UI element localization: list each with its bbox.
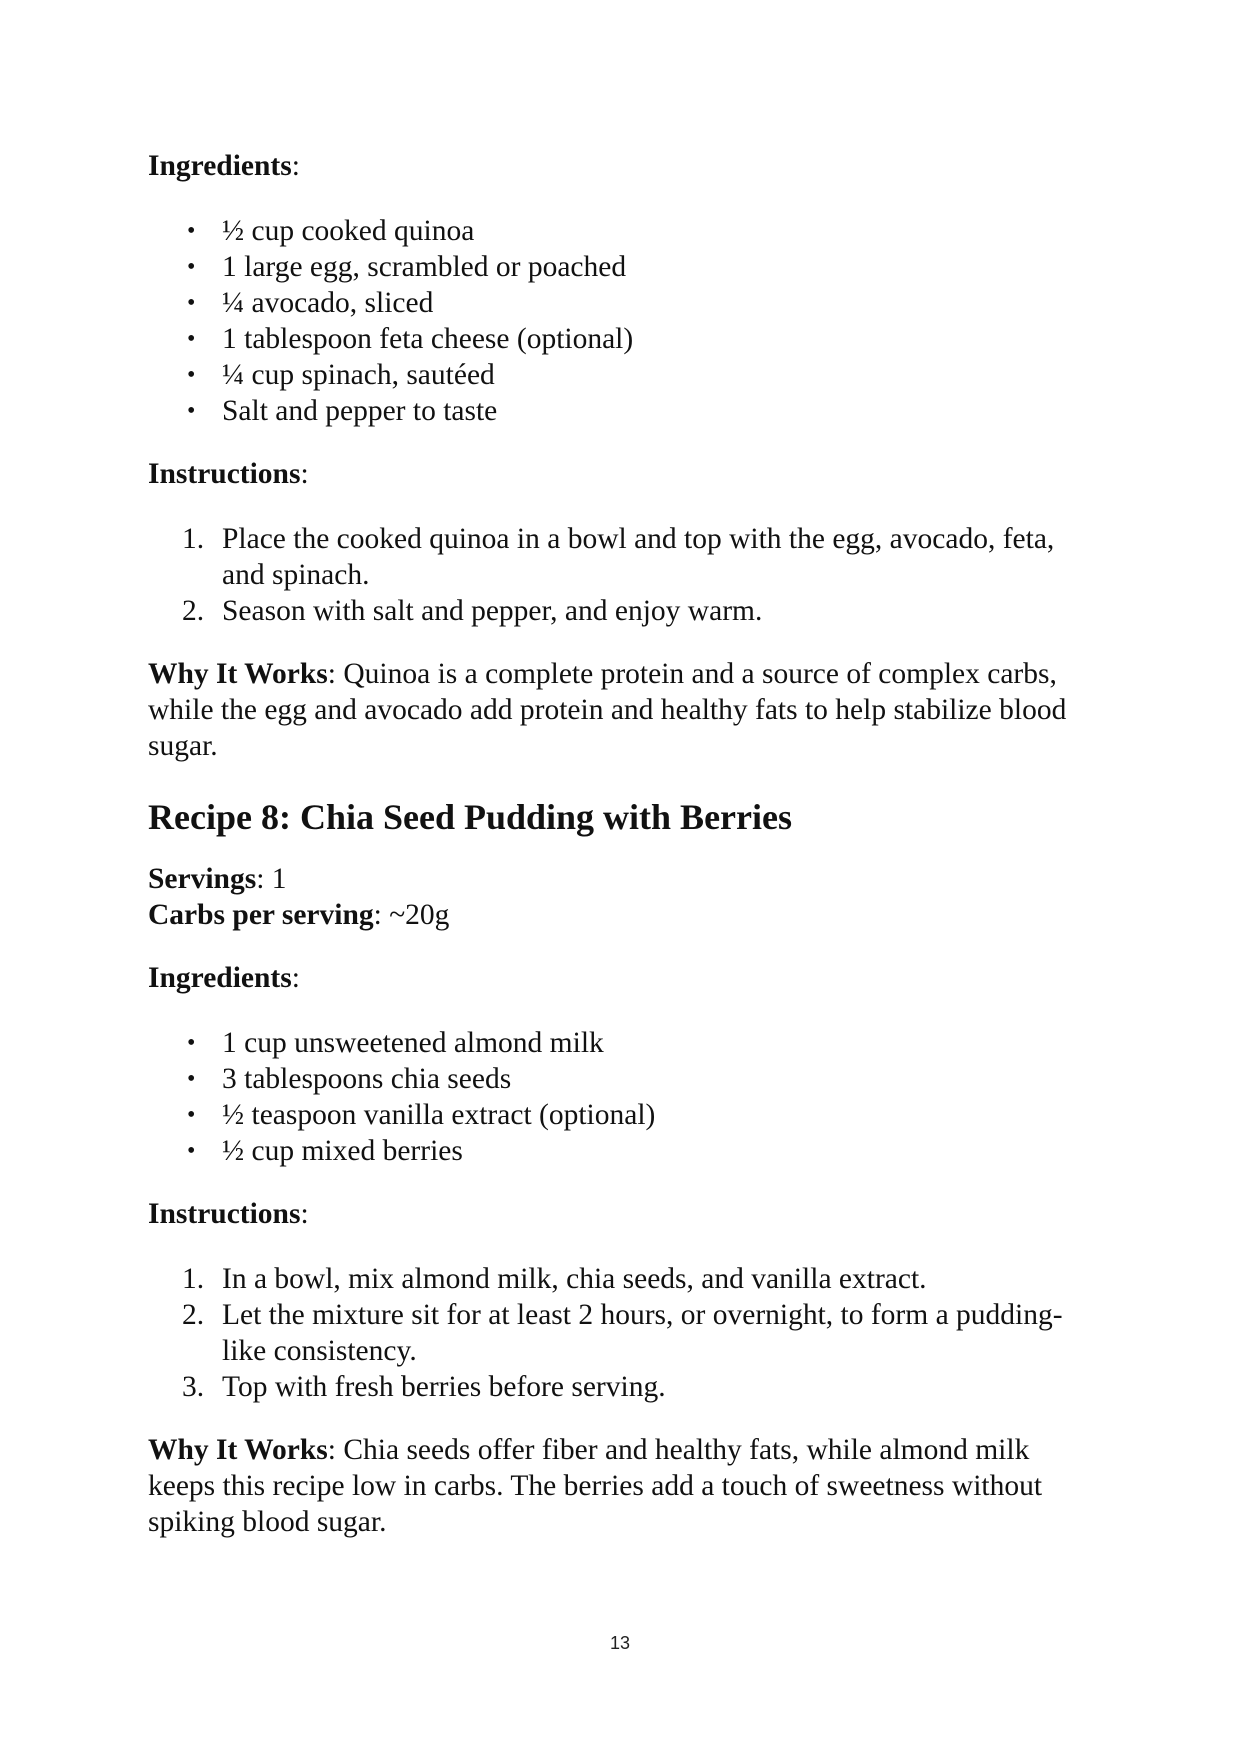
carbs-label: Carbs per serving [148, 899, 374, 931]
list-item: • ¼ avocado, sliced [148, 285, 1098, 321]
why-text: Quinoa is a complete protein and a source of complex carbs, while the egg and avocado add protein and healthy fats to help stabilize blood sugar. [148, 658, 1067, 762]
ingredients-label: Ingredients [148, 962, 292, 994]
ingredients-list [148, 1025, 1098, 1169]
instructions-label: Instructions [148, 1198, 301, 1230]
list-item [148, 593, 1098, 629]
why-label: Why It Works [148, 1434, 328, 1466]
page-number: 13 [609, 1633, 631, 1653]
instructions-heading: Instructions: [148, 458, 309, 490]
servings-line: Servings: 1 [148, 863, 287, 895]
step-number: 1. [182, 1263, 205, 1295]
carbs-line: Carbs per serving: ~20g [148, 899, 450, 931]
why-label: Why It Works [148, 658, 328, 690]
ingredients-list [148, 213, 1098, 429]
page-content [148, 148, 1098, 1540]
step-text: Let the mixture sit for at least 2 hours, or overnight, to form a pudding-like consistency. [222, 1299, 1063, 1367]
step-number: 3. [182, 1371, 205, 1403]
why-it-works-paragraph: Why It Works: Chia seeds offer fiber and healthy fats, while almond milk keeps this recipe low in carbs. The berries add a touch of sweetness without spiking blood sugar. [148, 1434, 1043, 1538]
step-number: 2. [182, 1299, 205, 1331]
list-item: • Salt and pepper to taste [148, 393, 1098, 429]
instructions-list [148, 1261, 1098, 1405]
list-item [148, 1369, 1098, 1405]
carbs-value: ~20g [389, 899, 450, 931]
step-text: Place the cooked quinoa in a bowl and top with the egg, avocado, feta, and spinach. [222, 523, 1055, 591]
instructions-list [148, 521, 1098, 629]
ingredients-heading: Ingredients: [148, 962, 300, 994]
step-number: 2. [182, 595, 205, 627]
list-item [148, 1261, 1098, 1297]
list-item: • 1 large egg, scrambled or poached [148, 249, 1098, 285]
list-item [148, 521, 1098, 593]
ingredients-heading: Ingredients: [148, 150, 300, 182]
list-item: • ½ cup mixed berries [148, 1133, 1098, 1169]
instructions-label: Instructions [148, 458, 301, 490]
list-item [148, 1297, 1098, 1369]
step-text: Season with salt and pepper, and enjoy warm. [222, 595, 763, 627]
ingredients-label: Ingredients [148, 150, 292, 182]
step-text: Top with fresh berries before serving. [222, 1371, 666, 1403]
servings-value: 1 [271, 863, 287, 895]
list-item: • 3 tablespoons chia seeds [148, 1061, 1098, 1097]
list-item: • 1 tablespoon feta cheese (optional) [148, 321, 1098, 357]
list-item: • ½ teaspoon vanilla extract (optional) [148, 1097, 1098, 1133]
list-item: • ½ cup cooked quinoa [148, 213, 1098, 249]
recipe-title: Recipe 8: Chia Seed Pudding with Berries [148, 797, 792, 837]
list-item: • 1 cup unsweetened almond milk [148, 1025, 1098, 1061]
step-text: In a bowl, mix almond milk, chia seeds, and vanilla extract. [222, 1263, 927, 1295]
why-it-works-paragraph: Why It Works: Quinoa is a complete protein and a source of complex carbs, while the egg and avocado add protein and healthy fats to help stabilize blood sugar. [148, 658, 1067, 762]
list-item: • ¼ cup spinach, sautéed [148, 357, 1098, 393]
instructions-heading: Instructions: [148, 1198, 309, 1230]
step-number: 1. [182, 523, 205, 555]
why-text: Chia seeds offer fiber and healthy fats, while almond milk keeps this recipe low in carbs. The berries add a touch of sweetness without spiking blood sugar. [148, 1434, 1043, 1538]
servings-label: Servings [148, 863, 257, 895]
